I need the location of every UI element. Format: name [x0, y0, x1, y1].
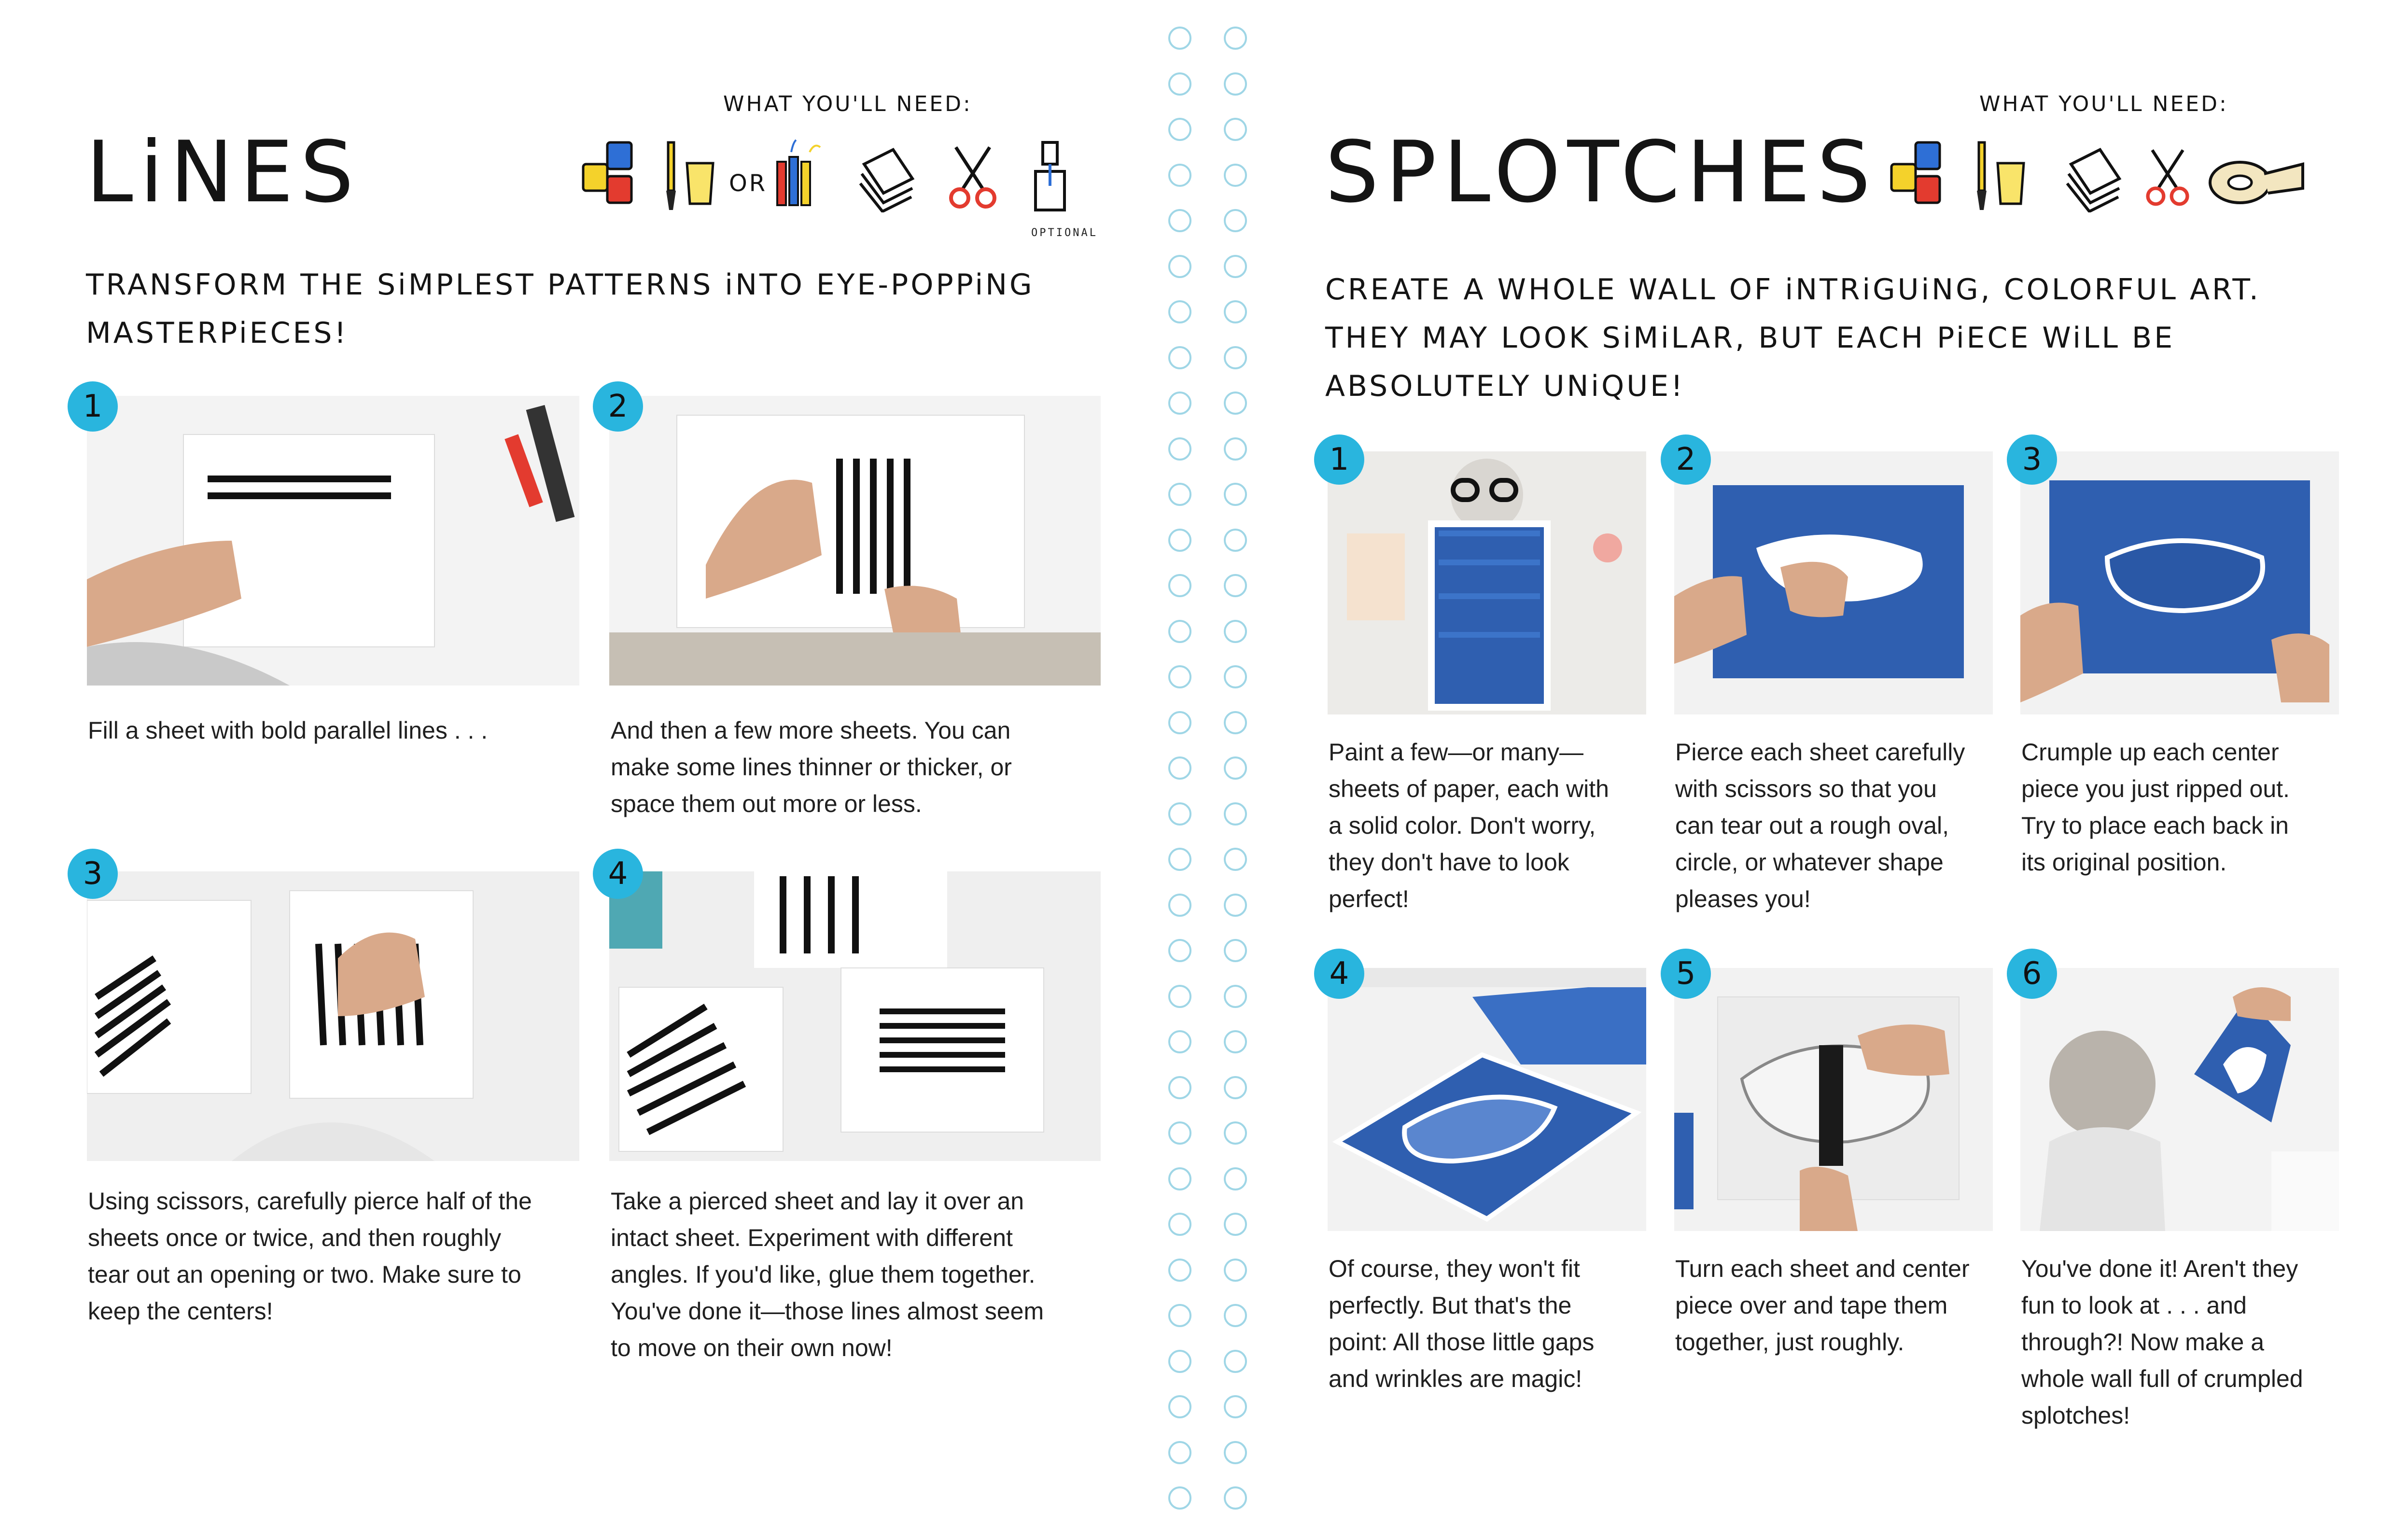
- splotches-step-5-caption: [1675, 1250, 1970, 1360]
- caption-line: together, just roughly.: [1675, 1329, 1904, 1356]
- caption-line: can tear out a rough oval,: [1675, 812, 1949, 839]
- binding-ring: [1224, 1486, 1247, 1510]
- splotches-step-3-photo: [2020, 451, 2339, 714]
- binding-ring: [1168, 164, 1191, 187]
- lines-step-3-number: 3: [68, 849, 118, 899]
- binding-ring: [1168, 437, 1191, 461]
- binding-ring: [1168, 1076, 1191, 1099]
- caption-line: intact sheet. Experiment with different: [611, 1224, 1013, 1251]
- binding-ring: [1224, 1030, 1247, 1053]
- lines-step-3-caption: [88, 1183, 532, 1330]
- splotches-step-4-number: 4: [1314, 949, 1364, 999]
- water-cup-icon: [1994, 159, 2028, 208]
- splotches-step-6-caption: [2021, 1250, 2303, 1434]
- caption-line: sheets of paper, each with: [1329, 775, 1609, 802]
- binding-ring: [1224, 483, 1247, 506]
- binding-ring: [1224, 1441, 1247, 1464]
- lines-intro: [86, 261, 1035, 357]
- binding-ring: [1168, 392, 1191, 415]
- binding-ring: [1224, 1259, 1247, 1282]
- binding-ring: [1168, 1259, 1191, 1282]
- scissors-icon: [946, 145, 999, 212]
- caption-line: Of course, they won't fit: [1329, 1255, 1580, 1282]
- binding-ring: [1168, 1486, 1191, 1510]
- splotches-step-5-number: 5: [1661, 949, 1711, 999]
- binding-ring: [1168, 894, 1191, 917]
- lines-step-3-photo: [87, 871, 579, 1161]
- caption-line: point: All those little gaps: [1329, 1329, 1595, 1356]
- binding-ring: [1224, 1213, 1247, 1236]
- binding-ring: [1224, 255, 1247, 278]
- brush-icon: [1972, 140, 1991, 212]
- binding-ring: [1168, 1167, 1191, 1190]
- binding-ring: [1168, 300, 1191, 323]
- binding-ring: [1168, 529, 1191, 552]
- binding-ring: [1168, 848, 1191, 871]
- splotches-step-2-number: 2: [1661, 434, 1711, 485]
- caption-line: Pierce each sheet carefully: [1675, 739, 1965, 766]
- caption-line: Turn each sheet and center: [1675, 1255, 1970, 1282]
- binding-ring: [1224, 529, 1247, 552]
- splotches-step-1-number: 1: [1314, 434, 1364, 485]
- caption-line: its original position.: [2021, 849, 2227, 876]
- or-label: OR: [729, 170, 768, 197]
- binding-ring: [1224, 894, 1247, 917]
- binding-ring: [1224, 1350, 1247, 1373]
- binding-ring: [1168, 346, 1191, 369]
- binding-ring: [1168, 620, 1191, 643]
- binding-ring: [1224, 164, 1247, 187]
- splotches-step-6-number: 6: [2007, 949, 2057, 999]
- caption-line: perfectly. But that's the: [1329, 1292, 1572, 1319]
- binding-ring: [1224, 848, 1247, 871]
- caption-line: pleases you!: [1675, 885, 1811, 912]
- lines-step-4-photo: [609, 871, 1101, 1161]
- binding-ring: [1224, 300, 1247, 323]
- caption-line: angles. If you'd like, glue them together.: [611, 1261, 1036, 1288]
- binding-ring: [1224, 392, 1247, 415]
- splotches-step-3-caption: [2021, 734, 2290, 881]
- caption-line: space them out more or less.: [611, 790, 922, 817]
- binding-ring: [1224, 985, 1247, 1008]
- caption-line: Paint a few—or many—: [1329, 739, 1583, 766]
- binding-ring: [1224, 1167, 1247, 1190]
- binding-ring: [1224, 118, 1247, 141]
- splotches-step-1-photo: [1328, 451, 1646, 714]
- caption-line: And then a few more sheets. You can: [611, 717, 1011, 744]
- spiral-binding: [1168, 27, 1265, 1533]
- splotches-intro-line-2: THEY MAY LOOK SiMiLAR, BUT EACH PiECE WiLL BE: [1325, 321, 2175, 355]
- caption-line: tear out an opening or two. Make sure to: [88, 1261, 521, 1288]
- paint-cups-icon: [579, 138, 642, 210]
- binding-ring: [1168, 939, 1191, 962]
- water-cup-icon: [683, 159, 717, 208]
- binding-ring: [1168, 1030, 1191, 1053]
- binding-ring: [1224, 665, 1247, 688]
- caption-line: You've done it! Aren't they: [2021, 1255, 2298, 1282]
- binding-ring: [1224, 711, 1247, 734]
- caption-line: through?! Now make a: [2021, 1329, 2265, 1356]
- binding-ring: [1168, 1304, 1191, 1327]
- splotches-step-2-photo: [1674, 451, 1993, 714]
- binding-ring: [1168, 756, 1191, 780]
- binding-ring: [1168, 1350, 1191, 1373]
- binding-ring: [1168, 483, 1191, 506]
- splotches-intro-line-3: ABSOLUTELY UNiQUE!: [1325, 369, 1685, 403]
- lines-step-1-caption: [88, 712, 488, 749]
- caption-line: circle, or whatever shape: [1675, 849, 1944, 876]
- caption-line: with scissors so that you: [1675, 775, 1937, 802]
- splotches-need-label: WHAT YOU'LL NEED:: [1979, 92, 2228, 116]
- caption-line: Try to place each back in: [2021, 812, 2289, 839]
- splotches-step-4-caption: [1329, 1250, 1594, 1397]
- binding-ring: [1224, 1076, 1247, 1099]
- binding-ring: [1168, 665, 1191, 688]
- glue-icon: [1028, 140, 1072, 212]
- paper-stack-icon: [2061, 145, 2124, 212]
- caption-line: Take a pierced sheet and lay it over an: [611, 1188, 1024, 1215]
- paper-stack-icon: [854, 145, 917, 212]
- binding-ring: [1168, 1121, 1191, 1145]
- lines-step-2-photo: [609, 396, 1101, 686]
- caption-line: piece you just ripped out.: [2021, 775, 2290, 802]
- binding-ring: [1224, 1121, 1247, 1145]
- lines-title: LiNES: [86, 124, 361, 222]
- lines-need-label: WHAT YOU'LL NEED:: [723, 92, 972, 116]
- binding-ring: [1168, 27, 1191, 50]
- binding-ring: [1168, 118, 1191, 141]
- binding-ring: [1168, 802, 1191, 826]
- binding-ring: [1168, 1441, 1191, 1464]
- splotches-step-3-number: 3: [2007, 434, 2057, 485]
- binding-ring: [1168, 72, 1191, 96]
- caption-line: perfect!: [1329, 885, 1409, 912]
- splotches-step-5-photo: [1674, 968, 1993, 1231]
- lines-intro-line-1: TRANSFORM THE SiMPLEST PATTERNS iNTO EYE-POPPiNG: [86, 268, 1035, 302]
- binding-ring: [1224, 939, 1247, 962]
- splotches-intro: [1325, 266, 2261, 410]
- caption-line: a solid color. Don't worry,: [1329, 812, 1596, 839]
- binding-ring: [1224, 802, 1247, 826]
- binding-ring: [1224, 574, 1247, 597]
- caption-line: Fill a sheet with bold parallel lines . . .: [88, 717, 488, 744]
- markers-icon: [775, 138, 823, 210]
- binding-ring: [1224, 756, 1247, 780]
- caption-line: keep the centers!: [88, 1298, 273, 1325]
- binding-ring: [1224, 72, 1247, 96]
- splotches-step-6-photo: [2020, 968, 2339, 1231]
- caption-line: make some lines thinner or thicker, or: [611, 754, 1012, 781]
- lines-step-1-number: 1: [68, 381, 118, 432]
- lines-step-4-number: 4: [593, 849, 643, 899]
- binding-ring: [1224, 437, 1247, 461]
- binding-ring: [1168, 255, 1191, 278]
- splotches-title: SPLOTCHES: [1325, 124, 1877, 222]
- scissors-icon: [2143, 145, 2192, 212]
- tape-icon: [2206, 154, 2308, 208]
- caption-line: fun to look at . . . and: [2021, 1292, 2247, 1319]
- binding-ring: [1224, 620, 1247, 643]
- caption-line: sheets once or twice, and then roughly: [88, 1224, 502, 1251]
- caption-line: Crumple up each center: [2021, 739, 2279, 766]
- brush-icon: [661, 140, 681, 212]
- paint-cups-icon: [1888, 138, 1950, 210]
- caption-line: Using scissors, carefully pierce half of the: [88, 1188, 532, 1215]
- binding-ring: [1168, 209, 1191, 232]
- binding-ring: [1224, 346, 1247, 369]
- lines-step-4-caption: [611, 1183, 1044, 1366]
- binding-ring: [1168, 1395, 1191, 1418]
- binding-ring: [1168, 711, 1191, 734]
- binding-ring: [1224, 209, 1247, 232]
- splotches-step-4-photo: [1328, 968, 1646, 1231]
- lines-step-2-number: 2: [593, 381, 643, 432]
- caption-line: they don't have to look: [1329, 849, 1569, 876]
- optional-label: OPTIONAL: [1031, 227, 1098, 239]
- lines-step-2-caption: [611, 712, 1012, 822]
- binding-ring: [1224, 1304, 1247, 1327]
- lines-intro-line-2: MASTERPiECES!: [86, 316, 349, 350]
- caption-line: piece over and tape them: [1675, 1292, 1948, 1319]
- caption-line: and wrinkles are magic!: [1329, 1365, 1582, 1392]
- caption-line: splotches!: [2021, 1402, 2130, 1429]
- lines-step-1-photo: [87, 396, 579, 686]
- splotches-step-2-caption: [1675, 734, 1965, 917]
- binding-ring: [1224, 27, 1247, 50]
- caption-line: You've done it—those lines almost seem: [611, 1298, 1044, 1325]
- splotches-intro-line-1: CREATE A WHOLE WALL OF iNTRiGUiNG, COLORFUL ART.: [1325, 273, 2261, 307]
- binding-ring: [1168, 985, 1191, 1008]
- splotches-step-1-caption: [1329, 734, 1609, 917]
- binding-ring: [1168, 574, 1191, 597]
- caption-line: whole wall full of crumpled: [2021, 1365, 2303, 1392]
- binding-ring: [1224, 1395, 1247, 1418]
- caption-line: to move on their own now!: [611, 1334, 893, 1361]
- binding-ring: [1168, 1213, 1191, 1236]
